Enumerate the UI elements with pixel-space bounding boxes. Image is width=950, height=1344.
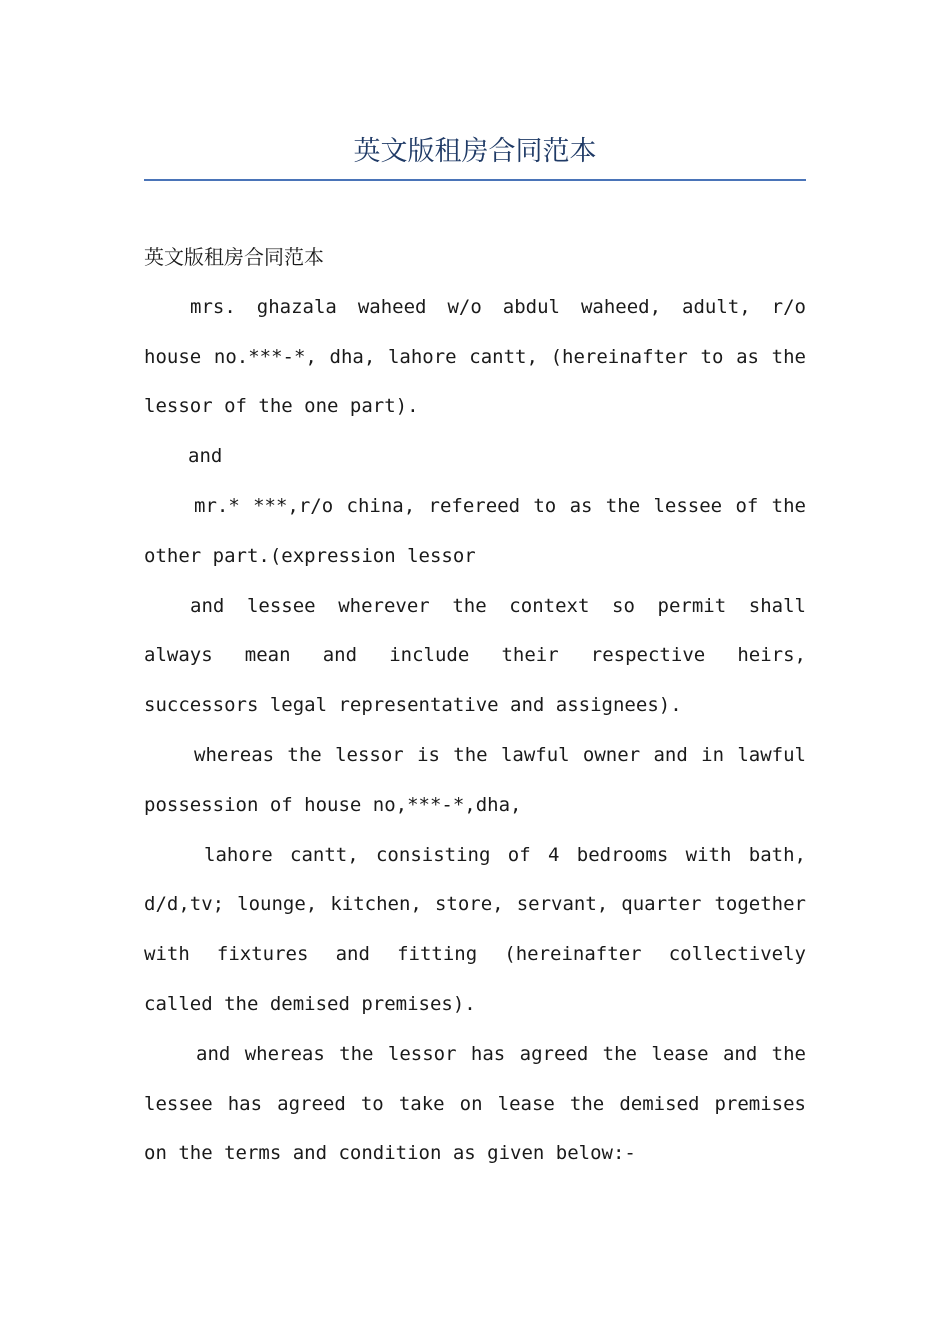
title-underline: [144, 179, 806, 181]
paragraph-premises: lahore cantt, consisting of 4 bedrooms with bath, d/d,tv; lounge, kitchen, store, servant, quarter together with fixtures and fitting (hereinafter collectively called the demised premises).: [144, 843, 806, 1015]
paragraph-and: and: [188, 445, 223, 468]
paragraph-whereas-lease: and whereas the lessor has agreed the lease and the lessee has agreed to take on lease the demised premises on the terms and condition as given below:-: [144, 1042, 806, 1165]
paragraph-whereas-owner: whereas the lessor is the lawful owner and in lawful possession of house no,***-*,dha,: [144, 743, 806, 816]
paragraph-expression: and lessee wherever the context so permit shall always mean and include their respective heirs, successors legal representative and assignees).: [144, 594, 806, 717]
paragraph-lessor: mrs. ghazala waheed w/o abdul waheed, adult, r/o house no.***-*, dha, lahore cantt, (hereinafter to as the lessor of the one part).: [144, 295, 806, 418]
paragraph-lessee: mr.* ***,r/o china, refereed to as the lessee of the other part.(expression lessor: [144, 494, 806, 567]
document-body: [144, 233, 806, 1179]
document-title: 英文版租房合同范本: [353, 136, 597, 167]
document-subtitle: 英文版租房合同范本: [144, 245, 324, 269]
